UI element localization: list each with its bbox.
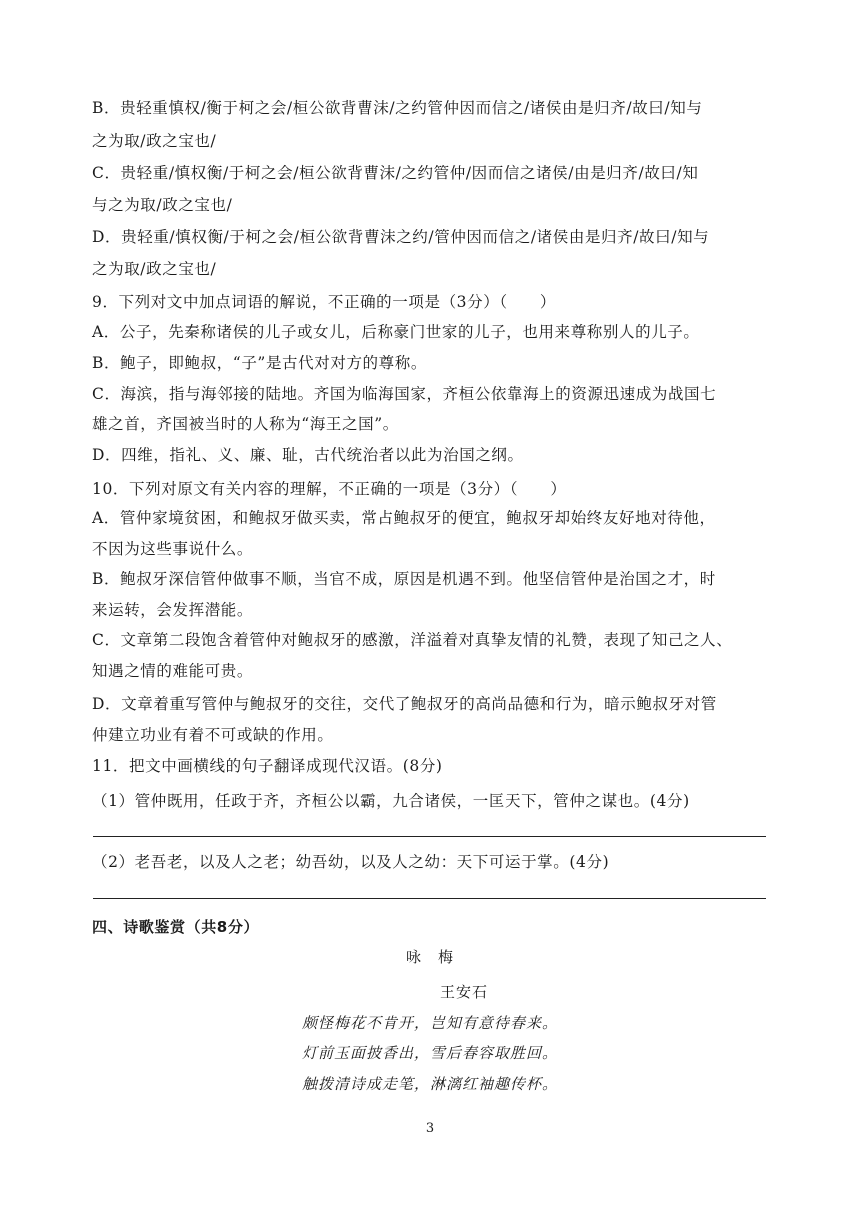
poem-line-1: 颇怪梅花不肯开，岂知有意待春来。 (301, 1014, 558, 1032)
q8-option-d-line1: D．贵轻重/慎权衡/于柯之会/桓公欲背曹沫之约/管仲因而信之/诸侯由是归齐/故曰/知与 (92, 228, 710, 246)
q9-stem: 9．下列对文中加点词语的解说，不正确的一项是（3分）（ ） (92, 293, 556, 311)
q10-option-a-line2: 不因为这些事说什么。 (92, 540, 254, 558)
q9-option-b: B．鲍子，即鲍叔，“子”是古代对对方的尊称。 (92, 354, 427, 372)
poem-line-2: 灯前玉面披香出，雪后春容取胜回。 (301, 1044, 558, 1062)
section-heading: 四、诗歌鉴赏（共8分） (92, 918, 260, 936)
q10-option-b-line2: 来运转，会发挥潜能。 (92, 601, 254, 619)
q11-part2: （2）老吾老，以及人之老；幼吾幼，以及人之幼：天下可运于掌。(4分) (92, 853, 610, 871)
q8-option-b-line1: B．贵轻重慎权/衡于柯之会/桓公欲背曹沫/之约管仲因而信之/诸侯由是归齐/故曰/知与 (92, 99, 703, 117)
q11-part1: （1）管仲既用，任政于齐，齐桓公以霸，九合诸侯，一匡天下，管仲之谋也。(4分) (92, 792, 690, 810)
q8-option-c-line1: C．贵轻重/慎权衡/于柯之会/桓公欲背曹沫/之约管仲/因而信之诸侯/由是归齐/故曰/知 (92, 164, 699, 182)
poem-title: 咏 梅 (405, 948, 454, 966)
answer-line-1[interactable] (93, 836, 766, 837)
poem-line-3: 触拨清诗成走笔，淋漓红袖趣传杯。 (301, 1075, 558, 1093)
q10-option-c-line2: 知遇之情的难能可贵。 (92, 662, 254, 680)
page-number: 3 (425, 1121, 435, 1136)
q11-stem: 11．把文中画横线的句子翻译成现代汉语。(8分) (92, 757, 443, 775)
q9-option-c-line2: 雄之首，齐国被当时的人称为“海王之国”。 (92, 415, 399, 433)
q10-option-a-line1: A．管仲家境贫困，和鲍叔牙做买卖，常占鲍叔牙的便宜，鲍叔牙却始终友好地对待他， (92, 509, 716, 527)
q10-option-c-line1: C．文章第二段饱含着管仲对鲍叔牙的感激，洋溢着对真挚友情的礼赞，表现了知己之人、 (92, 631, 733, 649)
q8-option-b-line2: 之为取/政之宝也/ (92, 132, 217, 150)
q9-option-c-line1: C．海滨，指与海邻接的陆地。齐国为临海国家，齐桓公依靠海上的资源迅速成为战国七 (92, 385, 717, 403)
q10-option-b-line1: B．鲍叔牙深信管仲做事不顺，当官不成，原因是机遇不到。他坚信管仲是治国之才，时 (92, 570, 716, 588)
q10-stem: 10．下列对原文有关内容的理解，不正确的一项是（3分）（ ） (92, 480, 567, 498)
q8-option-c-line2: 与之为取/政之宝也/ (92, 196, 233, 214)
q9-option-d: D．四维，指礼、义、廉、耻，古代统治者以此为治国之纲。 (92, 446, 524, 464)
answer-line-2[interactable] (93, 898, 766, 899)
q10-option-d-line2: 仲建立功业有着不可或缺的作用。 (92, 726, 334, 744)
q8-option-d-line2: 之为取/政之宝也/ (92, 260, 217, 278)
q10-option-d-line1: D．文章着重写管仲与鲍叔牙的交往，交代了鲍叔牙的高尚品德和行为，暗示鲍叔牙对管 (92, 695, 717, 713)
q9-option-a: A．公子，先秦称诸侯的儿子或女儿，后称豪门世家的儿子，也用来尊称别人的儿子。 (92, 323, 700, 341)
poem-author: 王安石 (440, 983, 489, 1001)
